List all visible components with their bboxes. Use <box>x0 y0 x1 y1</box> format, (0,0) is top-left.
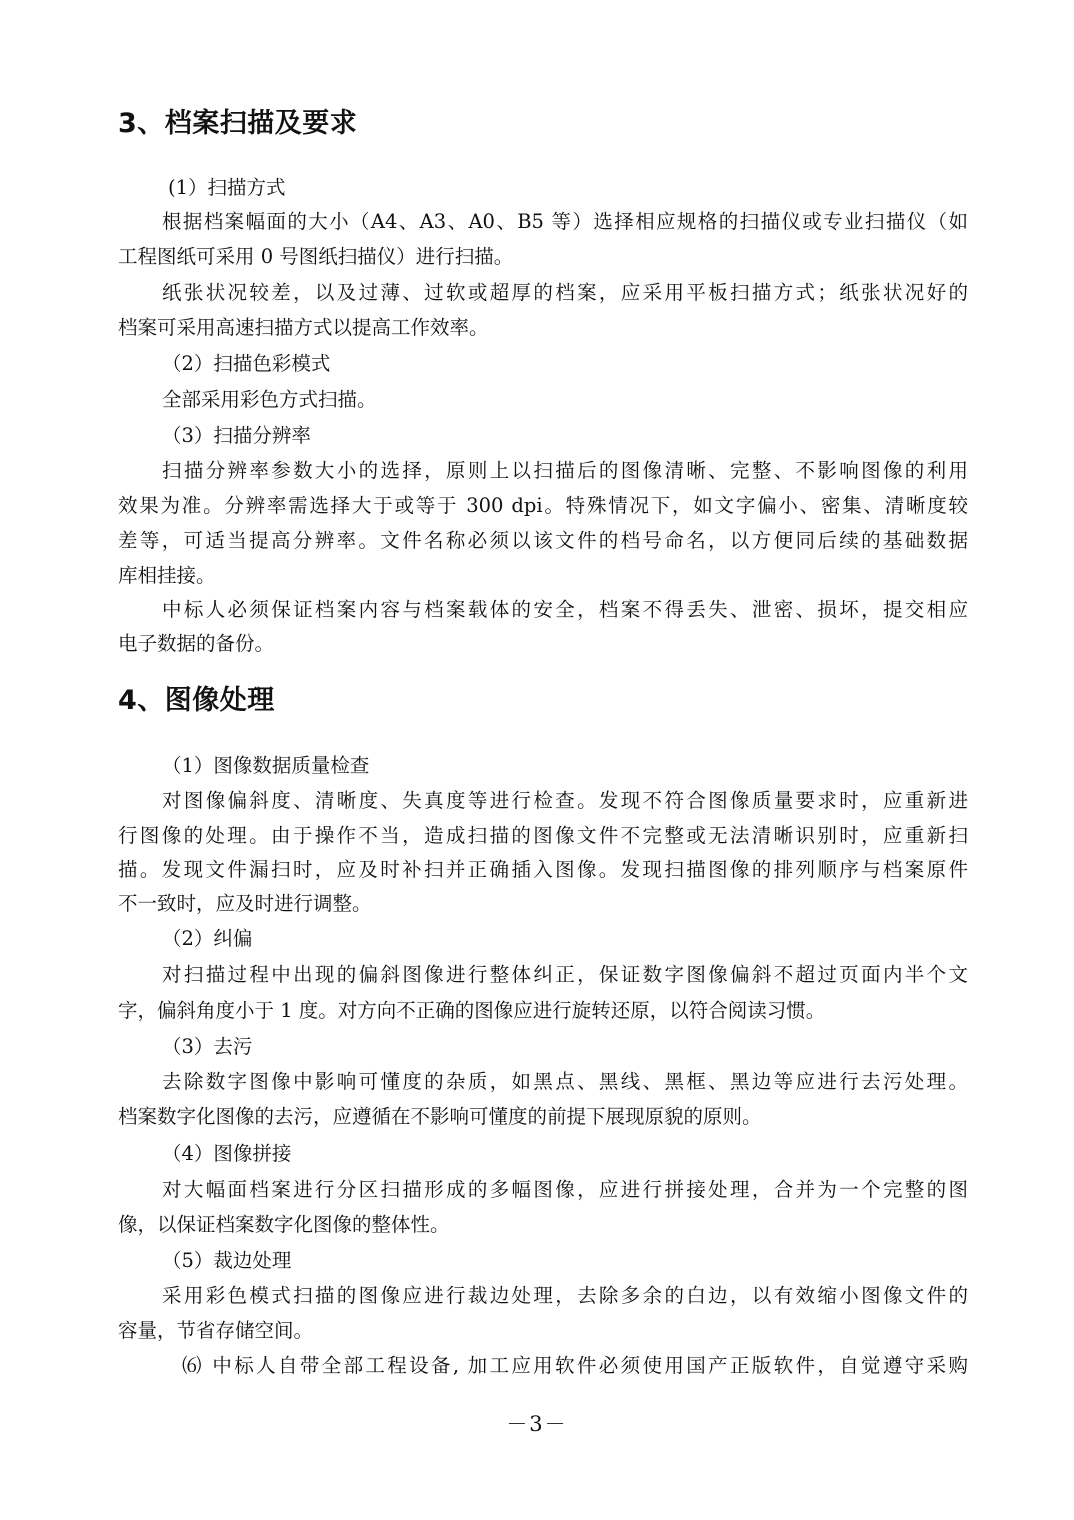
section-3-sub-2-heading: （2）扫描色彩模式 <box>162 352 331 375</box>
paragraph-line: 去除数字图像中影响可懂度的杂质，如黑点、黑线、黑框、黑边等应进行去污处理。 <box>162 1070 968 1093</box>
section-4-sub-4-heading: （4）图像拼接 <box>162 1142 292 1165</box>
paragraph-line: 行图像的处理。由于操作不当，造成扫描的图像文件不完整或无法清晰识别时，应重新扫 <box>118 824 968 847</box>
paragraph-line: 像，以保证档案数字化图像的整体性。 <box>118 1213 450 1236</box>
paragraph-line: 容量，节省存储空间。 <box>118 1319 314 1342</box>
paragraph-line: 采用彩色模式扫描的图像应进行裁边处理，去除多余的白边，以有效缩小图像文件的 <box>162 1284 968 1307</box>
section-4-title: 4、图像处理 <box>118 685 275 716</box>
paragraph-line: 扫描分辨率参数大小的选择，原则上以扫描后的图像清晰、完整、不影响图像的利用 <box>162 459 968 482</box>
paragraph-line: 工程图纸可采用 0 号图纸扫描仪）进行扫描。 <box>118 245 514 268</box>
section-4-sub-5-heading: （5）裁边处理 <box>162 1249 292 1272</box>
paragraph-line: 差等，可适当提高分辨率。文件名称必须以该文件的档号命名，以方便同后续的基础数据 <box>118 529 968 552</box>
paragraph-line: 字，偏斜角度小于 1 度。对方向不正确的图像应进行旋转还原，以符合阅读习惯。 <box>118 999 826 1022</box>
section-4-sub-3-heading: （3）去污 <box>162 1035 253 1058</box>
paragraph-line: ⑹ 中标人自带全部工程设备, 加工应用软件必须使用国产正版软件，自觉遵守采购 <box>182 1354 968 1377</box>
section-3-title: 3、档案扫描及要求 <box>118 108 358 139</box>
paragraph-line: 库相挂接。 <box>118 564 216 587</box>
section-4-sub-1-heading: （1）图像数据质量检查 <box>162 754 370 777</box>
section-4-sub-2-heading: （2）纠偏 <box>162 927 253 950</box>
paragraph-line: 中标人必须保证档案内容与档案载体的安全，档案不得丢失、泄密、损坏，提交相应 <box>162 598 968 621</box>
paragraph-line: 对扫描过程中出现的偏斜图像进行整体纠正，保证数字图像偏斜不超过页面内半个文 <box>162 963 968 986</box>
paragraph-line: 档案数字化图像的去污，应遵循在不影响可懂度的前提下展现原貌的原则。 <box>118 1105 762 1128</box>
paragraph-line: 对图像偏斜度、清晰度、失真度等进行检查。发现不符合图像质量要求时，应重新进 <box>162 789 968 812</box>
section-3-sub-1-heading: (1）扫描方式 <box>168 176 286 199</box>
paragraph-line: 电子数据的备份。 <box>118 632 275 655</box>
paragraph-line: 纸张状况较差，以及过薄、过软或超厚的档案，应采用平板扫描方式；纸张状况好的 <box>162 281 968 304</box>
paragraph-line: 效果为准。分辨率需选择大于或等于 300 dpi。特殊情况下，如文字偏小、密集、清晰度较 <box>118 494 968 517</box>
paragraph-line: 全部采用彩色方式扫描。 <box>162 388 377 411</box>
paragraph-line: 根据档案幅面的大小（A4、A3、A0、B5 等）选择相应规格的扫描仪或专业扫描仪（如 <box>162 210 968 233</box>
page-number: －3－ <box>506 1412 568 1436</box>
paragraph-line: 档案可采用高速扫描方式以提高工作效率。 <box>118 316 489 339</box>
paragraph-line: 对大幅面档案进行分区扫描形成的多幅图像，应进行拼接处理，合并为一个完整的图 <box>162 1178 968 1201</box>
paragraph-line: 不一致时，应及时进行调整。 <box>118 892 372 915</box>
paragraph-line: 描。发现文件漏扫时，应及时补扫并正确插入图像。发现扫描图像的排列顺序与档案原件 <box>118 858 968 881</box>
section-3-sub-3-heading: （3）扫描分辨率 <box>162 424 311 447</box>
